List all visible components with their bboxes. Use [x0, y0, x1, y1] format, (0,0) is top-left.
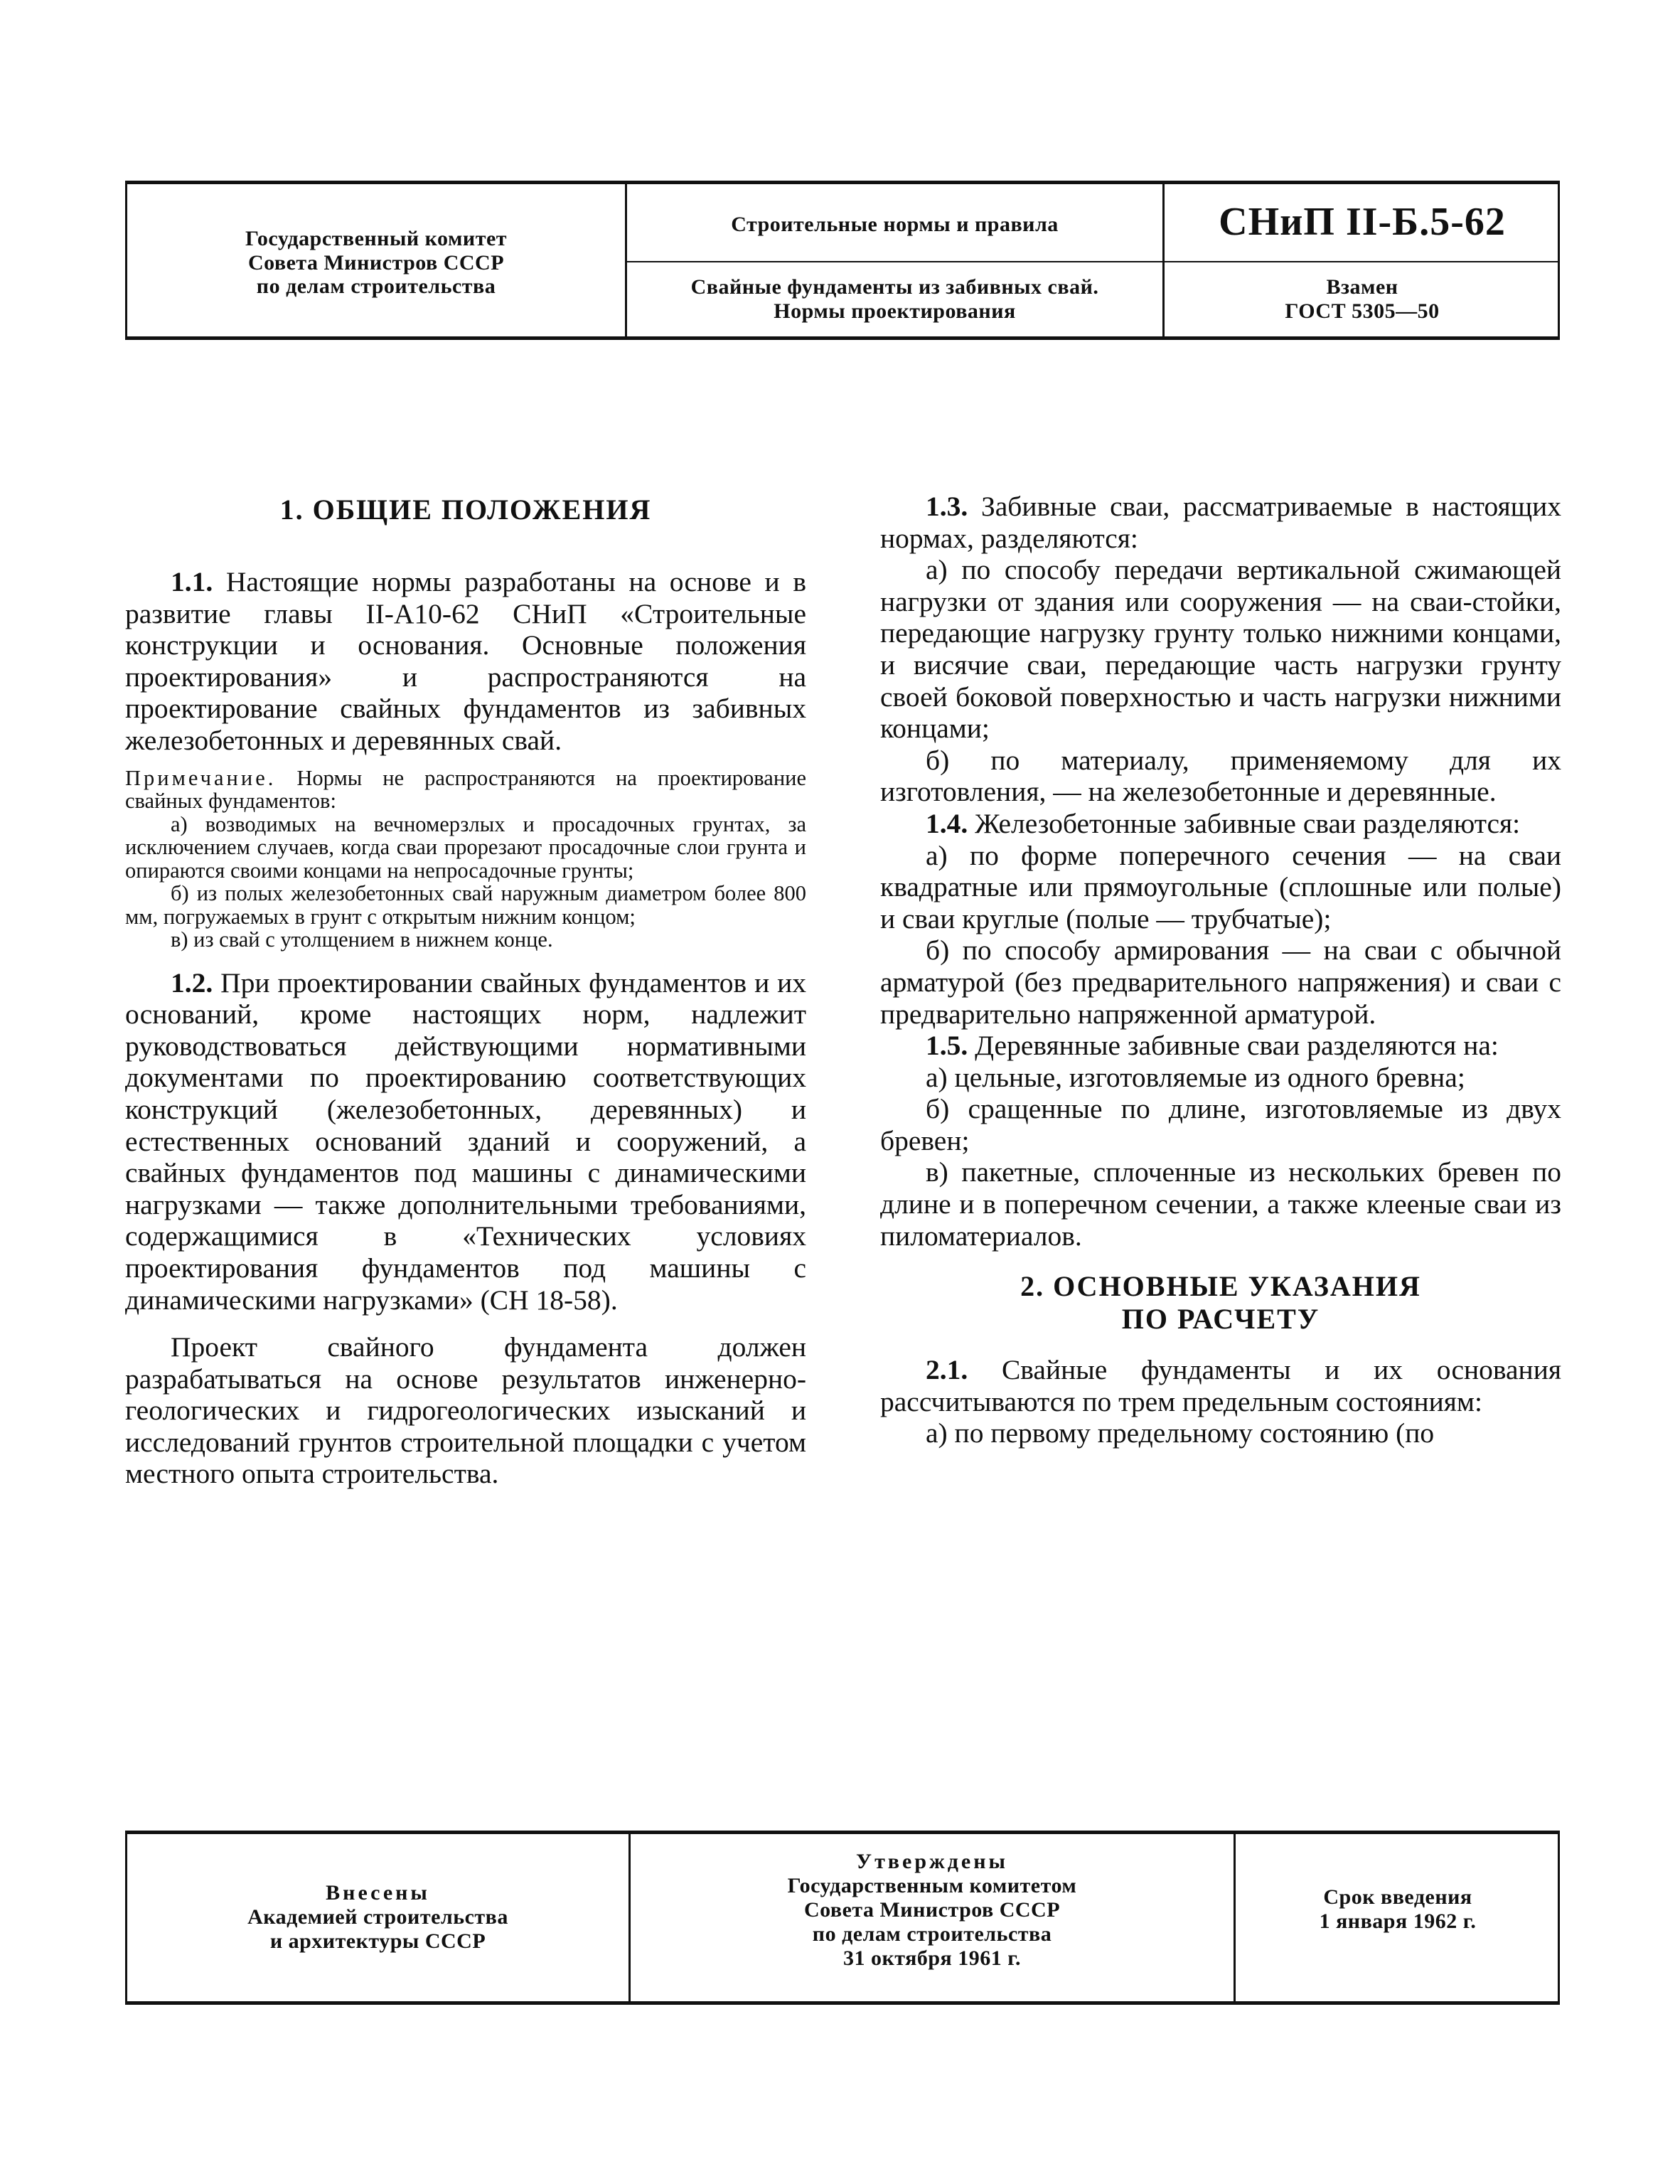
- note-intro: [125, 767, 806, 813]
- clause-number: 2.1.: [926, 1354, 968, 1386]
- paragraph-1-1: [125, 566, 806, 757]
- clause-text: Деревянные забивные сваи разделяются на:: [975, 1030, 1499, 1062]
- approved-by-line: Совета Министров СССР: [803, 1898, 1061, 1922]
- left-column: [125, 481, 806, 1490]
- note-text: Нормы не распространяются на проектирование свайных фундаментов:: [125, 765, 807, 814]
- replaces-value: ГОСТ 5305—50: [1285, 299, 1440, 323]
- approved-by-line: по делам строительства: [812, 1922, 1052, 1946]
- header-divider: [1165, 261, 1560, 262]
- document-title-line: Свайные фундаменты из забивных свай.: [690, 275, 1099, 299]
- effective-date: 1 января 1962 г.: [1319, 1909, 1477, 1933]
- note-item-b: б) из полых железобетонных свай наружным диаметром более 800 мм, погружаемых в грунт с открытым нижним концом;: [125, 881, 806, 929]
- paragraph-1-2: [125, 967, 806, 1316]
- clause-text: Настоящие нормы разработаны на основе и в развитие главы II-А10-62 СНиП «Строительные конструкции и основания. Основные положения проектирования» и распространяются на проектирование свайных фундаментов из забивных железобетонных и деревянных свай.: [125, 566, 806, 756]
- paragraph-1-2-continued: Проект свайного фундамента должен разрабатываться на основе результатов инженерно-геологических и гидрогеологических изысканий и исследований грунтов строительной площадки с учетом местного опыта строительства.: [125, 1331, 806, 1490]
- header-divider: [627, 261, 1162, 262]
- clause-number: 1.2.: [171, 966, 213, 998]
- approval-date: 31 октября 1961 г.: [842, 1946, 1021, 1970]
- paragraph-1-3-b: б) по материалу, применяемому для их изготовления, — на железобетонные и деревянные.: [880, 744, 1561, 808]
- approved-label: Утверждены: [856, 1850, 1008, 1873]
- header-table: [125, 181, 1560, 340]
- section-1-heading: 1. ОБЩИЕ ПОЛОЖЕНИЯ: [279, 494, 652, 526]
- paragraph-1-5-c: в) пакетные, сплоченные из нескольких бревен по длине и в поперечном сечении, а также клееные сваи из пиломатериалов.: [880, 1156, 1561, 1252]
- paragraph-2-1: [880, 1354, 1561, 1417]
- clause-number: 1.1.: [171, 566, 213, 597]
- introduced-label: Внесены: [326, 1881, 430, 1905]
- footer-table: [125, 1831, 1560, 2005]
- document-code: СНиП II-Б.5-62: [1219, 200, 1506, 244]
- paragraph-1-5-b: б) сращенные по длине, изготовляемые из двух бревен;: [880, 1093, 1561, 1156]
- paragraph-1-4: [880, 808, 1561, 840]
- paragraph-1-3: [880, 491, 1561, 554]
- introduced-by-line: и архитектуры СССР: [269, 1929, 486, 1953]
- issuer-line: Государственный комитет: [245, 227, 507, 250]
- approved-by-line: Государственным комитетом: [787, 1874, 1077, 1897]
- clause-number: 1.3.: [926, 491, 968, 522]
- right-column: [880, 491, 1561, 1449]
- introduced-by-line: Академией строительства: [247, 1905, 508, 1929]
- paragraph-1-5: [880, 1030, 1561, 1062]
- replaces-block: [1165, 275, 1560, 323]
- paragraph-1-3-a: а) по способу передачи вертикальной сжимающей нагрузки от здания или сооружения — на сваи-стойки, передающие нагрузку грунту только нижними концами, и висячие сваи, передающие часть нагрузки грунту своей боковой поверхностью и часть нагрузки нижними концами;: [880, 554, 1561, 745]
- note-block: [125, 767, 806, 952]
- clause-number: 1.4.: [926, 807, 968, 839]
- paragraph-1-4-a: а) по форме поперечного сечения — на сваи квадратные или прямоугольные (сплошные или полые) и сваи круглые (полые — трубчатые);: [880, 839, 1561, 934]
- document-title: [627, 275, 1162, 323]
- clause-text: Забивные сваи, рассматриваемые в настоящих нормах, разделяются:: [880, 491, 1561, 554]
- document-title-line: Нормы проектирования: [774, 299, 1016, 323]
- effective-block: [1236, 1885, 1560, 1934]
- approved-block: [631, 1850, 1234, 1971]
- effective-label: Срок введения: [1323, 1885, 1472, 1909]
- series-title: Строительные нормы и правила: [731, 213, 1059, 236]
- introduced-block: [127, 1881, 628, 1954]
- paragraph-2-1-a: а) по первому предельному состоянию (по: [926, 1417, 1435, 1449]
- clause-text: Свайные фундаменты и их основания рассчитываются по трем предельным состояниям:: [880, 1354, 1561, 1417]
- replaces-label: Взамен: [1326, 275, 1398, 299]
- note-item-c: в) из свай с утолщением в нижнем конце.: [171, 927, 553, 952]
- section-2-heading-line-2: ПО РАСЧЕТУ: [1121, 1303, 1320, 1336]
- note-item-a: а) возводимых на вечномерзлых и просадочных грунтах, за исключением случаев, когда сваи прорезают просадочные слои грунта и опираются своими концами на непросадочные грунты;: [125, 811, 806, 883]
- section-2-heading-line-1: 2. ОСНОВНЫЕ УКАЗАНИЯ: [1020, 1270, 1421, 1303]
- paragraph-1-4-b: б) по способу армирования — на сваи с обычной арматурой (без предварительного напряжения) и сваи с предварительно напряженной арматурой.: [880, 934, 1561, 1030]
- clause-text: При проектировании свайных фундаментов и их оснований, кроме настоящих норм, надлежит руководствоваться действующими нормативными документами по проектированию соответствующих конструкций (железобетонных, деревянных) и естественных оснований зданий и сооружений, а свайных фундаментов под машины с динамическими нагрузками — также дополнительными требованиями, содержащимися в «Технических условиях проектирования фундаментов под машины с динамическими нагрузками» (СН 18-58).: [125, 966, 806, 1316]
- issuer-block: [127, 227, 625, 299]
- clause-number: 1.5.: [926, 1030, 968, 1062]
- issuer-line: Совета Министров СССР: [247, 250, 505, 275]
- paragraph-1-5-a: а) цельные, изготовляемые из одного бревна;: [926, 1061, 1465, 1093]
- clause-text: Железобетонные забивные сваи разделяются:: [975, 807, 1521, 839]
- note-label: Примечание.: [125, 765, 277, 790]
- issuer-line: по делам строительства: [256, 275, 496, 299]
